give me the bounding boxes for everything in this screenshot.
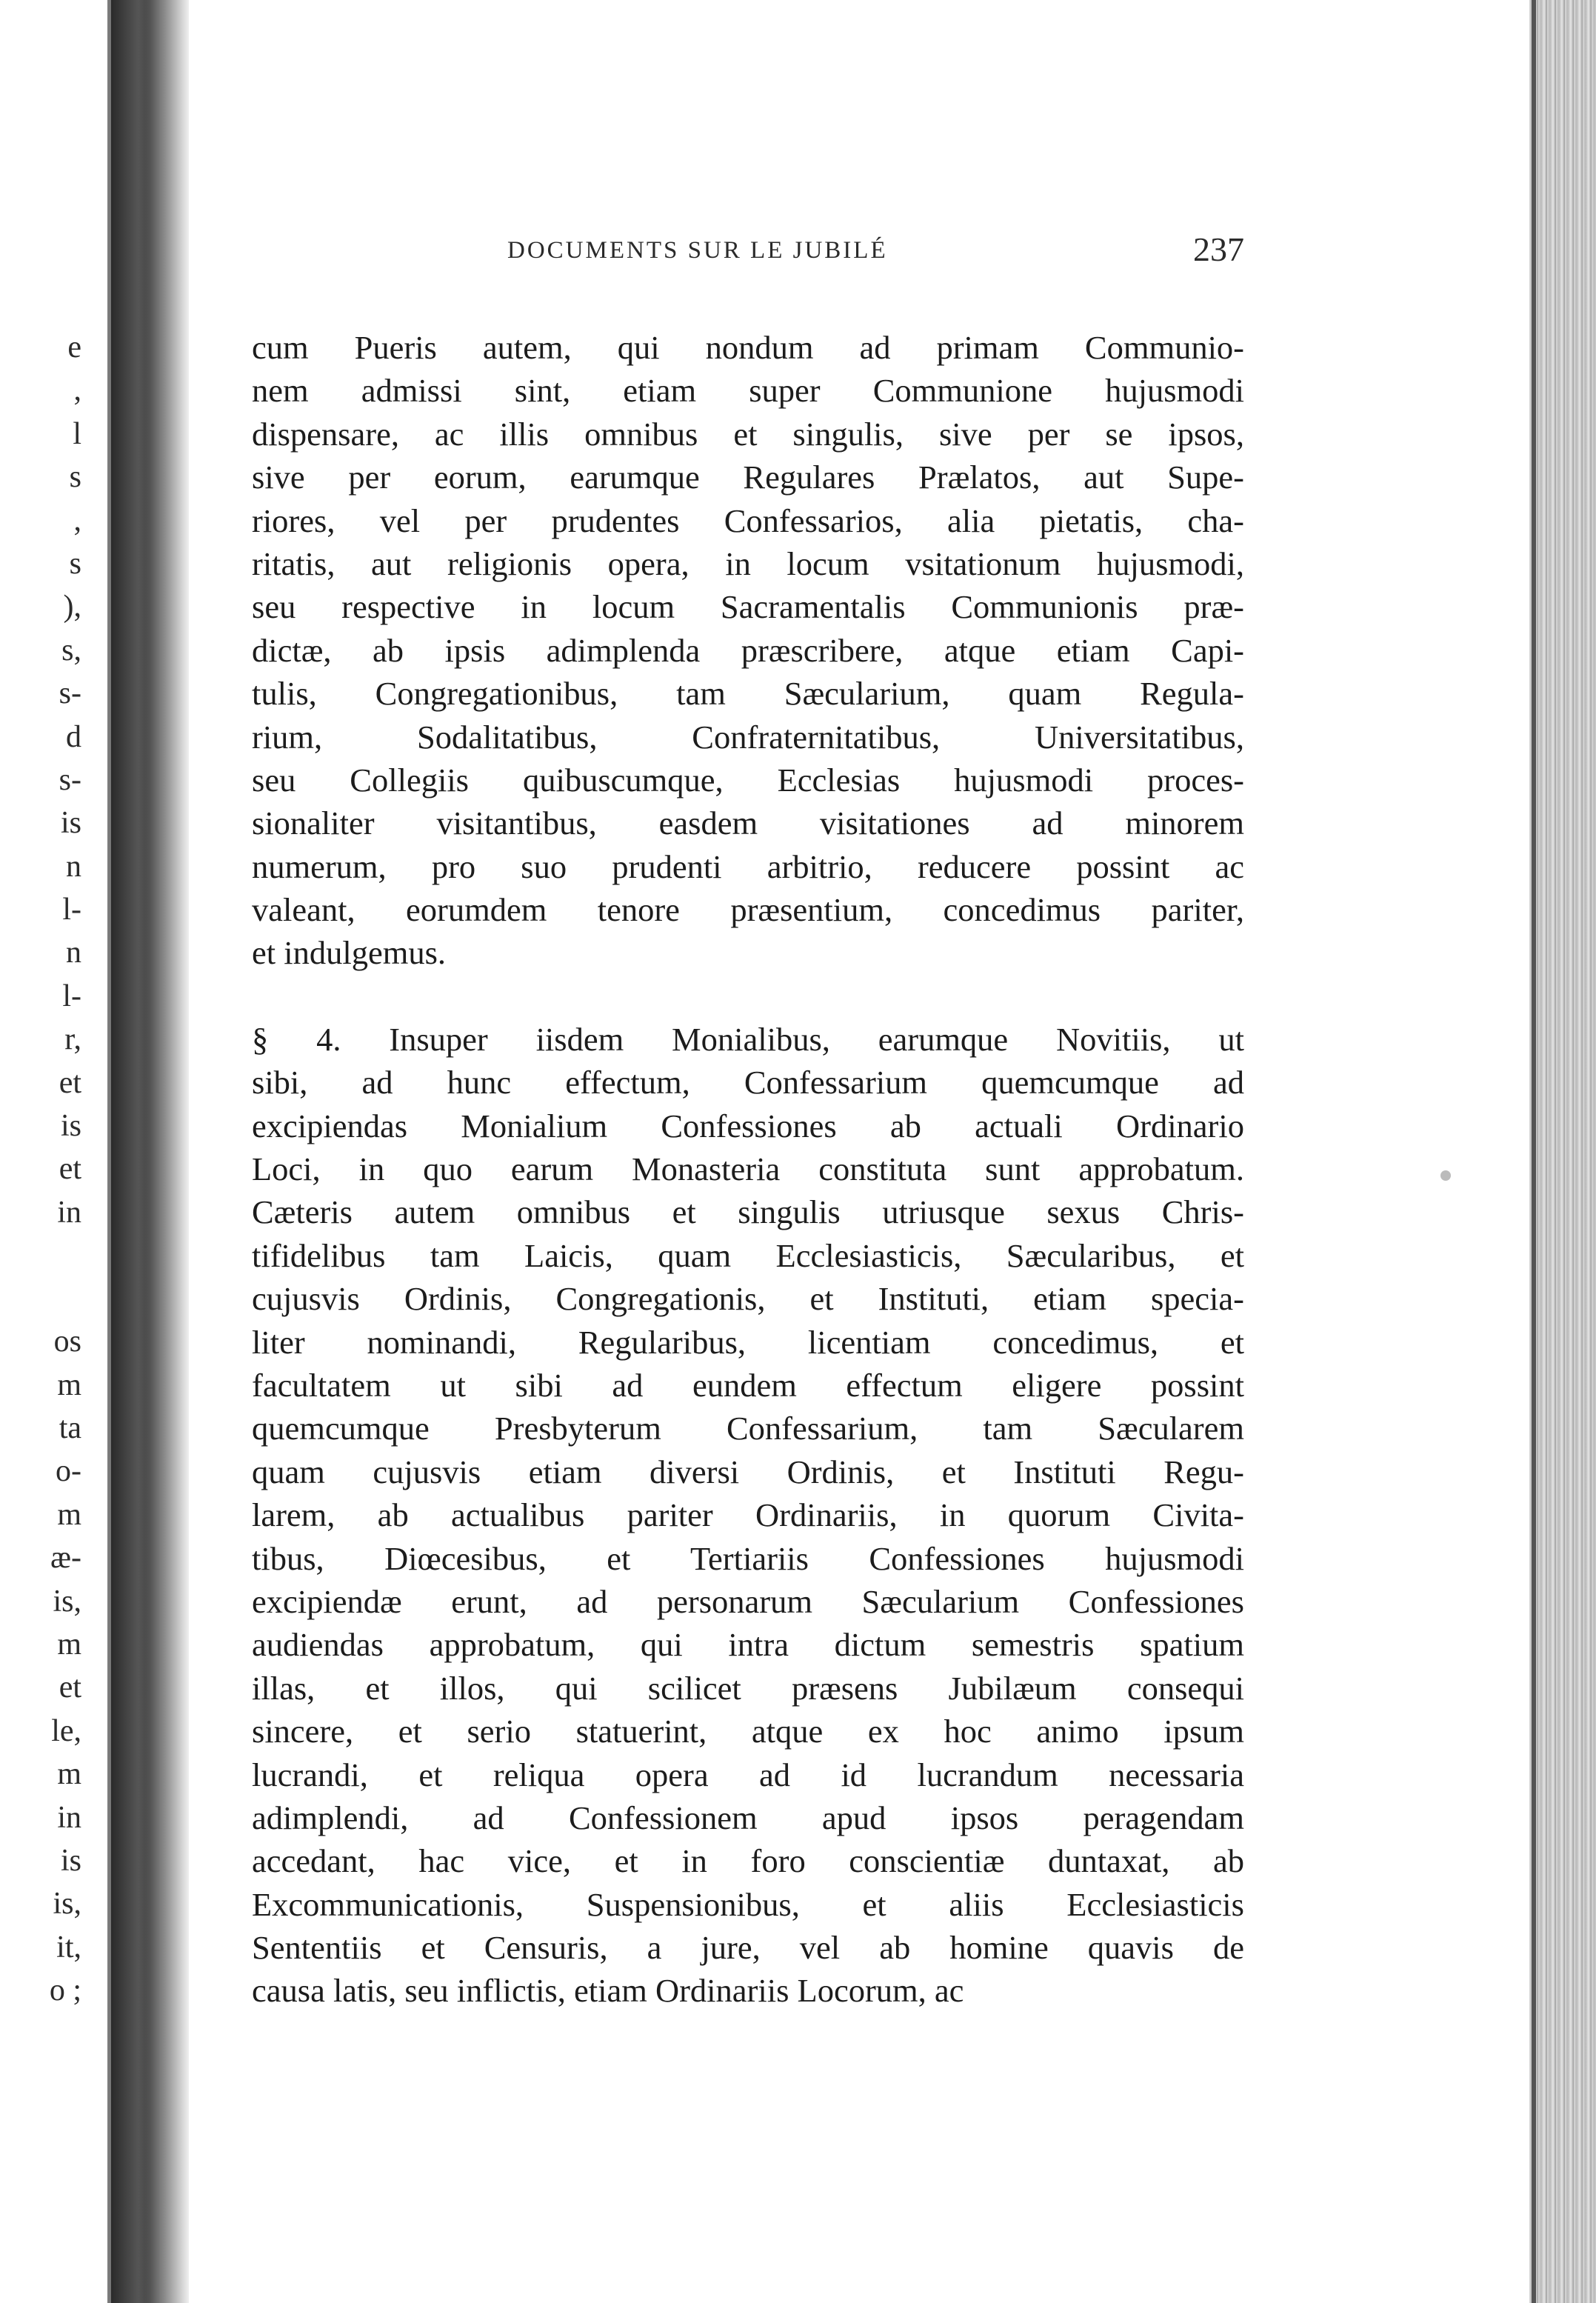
previous-page-fragment: d xyxy=(66,719,81,754)
previous-page-fragment xyxy=(0,1234,81,1320)
text-line: audiendas approbatum, qui intra dictum semestris spatium xyxy=(252,1626,1244,1664)
text-line: adimplendi, ad Confessionem apud ipsos peragendam xyxy=(252,1799,1244,1836)
text-line: sibi, ad hunc effectum, Confessarium quemcumque ad xyxy=(252,1064,1244,1101)
previous-page-fragment: le, xyxy=(51,1713,81,1748)
gutter-shadow xyxy=(111,0,156,2303)
previous-page-fragment: , xyxy=(73,373,81,408)
text-line: Excommunicationis, Suspensionibus, et aliis Ecclesiasticis xyxy=(252,1885,1244,1923)
text-line: Loci, in quo earum Monasteria constituta sunt approbatum. xyxy=(252,1150,1244,1188)
text-line: Sententiis et Censuris, a jure, vel ab homine quavis de xyxy=(252,1929,1244,1967)
text-line: facultatem ut sibi ad eundem effectum eligere possint xyxy=(252,1366,1244,1404)
text-line: dictæ, ab ipsis adimplenda præscribere, atque etiam Capi- xyxy=(252,631,1244,669)
previous-page-fragment: s xyxy=(69,546,81,581)
text-line: excipiendas Monialium Confessiones ab actuali Ordinario xyxy=(252,1107,1244,1144)
text-line: valeant, eorumdem tenore præsentium, concedimus pariter, xyxy=(252,891,1244,929)
previous-page-fragment: o- xyxy=(56,1454,81,1489)
previous-page-fragment: s xyxy=(69,460,81,495)
previous-page-fragment: et xyxy=(59,1065,81,1100)
previous-page-fragment: is xyxy=(60,806,81,841)
text-line: Cæteris autem omnibus et singulis utriusque sexus Chris- xyxy=(252,1193,1244,1231)
previous-page-fragment: s- xyxy=(59,762,81,797)
text-line: seu respective in locum Sacramentalis Communionis præ- xyxy=(252,588,1244,626)
running-title: DOCUMENTS SUR LE JUBILÉ xyxy=(507,237,888,264)
previous-page-fragment: is xyxy=(60,1843,81,1878)
page-number: 237 xyxy=(1193,230,1244,268)
previous-page-fragment: m xyxy=(57,1627,81,1662)
previous-page-fragment: m xyxy=(57,1367,81,1402)
previous-page-fragment: ), xyxy=(63,590,81,624)
previous-page-fragment: s- xyxy=(59,676,81,711)
previous-page-fragment: m xyxy=(57,1757,81,1792)
previous-page-fragment: l- xyxy=(62,979,81,1013)
body-text xyxy=(252,326,1244,2013)
text-line: nem admissi sint, etiam super Communione hujusmodi xyxy=(252,372,1244,410)
text-line: liter nominandi, Regularibus, licentiam concedimus, et xyxy=(252,1323,1244,1361)
text-line: rium, Sodalitatibus, Confraternitatibus, Universitatibus, xyxy=(252,718,1244,756)
previous-page-fragment: et xyxy=(59,1670,81,1705)
scan-speck xyxy=(1440,1170,1451,1181)
previous-page-fragment: æ- xyxy=(50,1541,81,1576)
previous-page-text-fragments xyxy=(0,326,81,2012)
text-line: cujusvis Ordinis, Congregationis, et Instituti, etiam specia- xyxy=(252,1280,1244,1318)
text-line: cum Pueris autem, qui nondum ad primam Communio- xyxy=(252,329,1244,366)
text-line: dispensare, ac illis omnibus et singulis, sive per se ipsos, xyxy=(252,415,1244,453)
previous-page-fragment: o ; xyxy=(49,1973,81,2008)
text-line: sincere, et serio statuerint, atque ex hoc animo ipsum xyxy=(252,1713,1244,1750)
text-line: lucrandi, et reliqua opera ad id lucrandum necessaria xyxy=(252,1756,1244,1793)
text-line: accedant, hac vice, et in foro conscientiæ duntaxat, ab xyxy=(252,1842,1244,1880)
text-line: illas, et illos, qui scilicet præsens Jubilæum consequi xyxy=(252,1669,1244,1707)
previous-page-fragment: r, xyxy=(64,1022,81,1057)
book-block-edge xyxy=(1529,0,1596,2303)
text-line: seu Collegiis quibuscumque, Ecclesias hujusmodi proces- xyxy=(252,761,1244,799)
running-head xyxy=(252,230,1244,281)
text-line: tulis, Congregationibus, tam Sæcularium, quam Regula- xyxy=(252,675,1244,713)
previous-page-fragment: in xyxy=(57,1195,81,1230)
text-line: sionaliter visitantibus, easdem visitationes ad minorem xyxy=(252,804,1244,842)
previous-page-fragment: os xyxy=(53,1324,81,1359)
text-line: tifidelibus tam Laicis, quam Ecclesiasticis, Sæcularibus, et xyxy=(252,1236,1244,1274)
text-line: ritatis, aut religionis opera, in locum vsitationum hujusmodi, xyxy=(252,544,1244,582)
previous-page-fragment: et xyxy=(59,1152,81,1187)
paragraph xyxy=(252,326,1244,975)
paragraph-gap xyxy=(252,975,1244,1018)
text-line: § 4. Insuper iisdem Monialibus, earumque Novitiis, ut xyxy=(252,1020,1244,1058)
page-content xyxy=(252,230,1244,2013)
text-line: numerum, pro suo prudenti arbitrio, reducere possint ac xyxy=(252,847,1244,885)
text-line: riores, vel per prudentes Confessarios, alia pietatis, cha- xyxy=(252,501,1244,539)
previous-page-fragment: in xyxy=(57,1800,81,1835)
text-line: quemcumque Presbyterum Confessarium, tam Sæcularem xyxy=(252,1410,1244,1447)
text-line: quam cujusvis etiam diversi Ordinis, et Instituti Regu- xyxy=(252,1453,1244,1490)
text-line: et indulgemus. xyxy=(252,934,447,972)
previous-page-fragment: l- xyxy=(62,893,81,927)
previous-page-fragment: m xyxy=(57,1497,81,1532)
previous-page-fragment: is, xyxy=(53,1584,81,1619)
previous-page-fragment: ta xyxy=(59,1410,81,1445)
previous-page-fragment: is, xyxy=(53,1887,81,1922)
previous-page-fragment: e xyxy=(67,330,81,364)
text-line: causa latis, seu inflictis, etiam Ordinariis Locorum, ac xyxy=(252,1972,964,2010)
previous-page-fragment: is xyxy=(60,1109,81,1144)
previous-page-fragment: s, xyxy=(61,633,81,667)
previous-page-fragment: n xyxy=(66,936,81,970)
text-line: tibus, Diœcesibus, et Tertiariis Confessiones hujusmodi xyxy=(252,1539,1244,1577)
previous-page-fragment: it, xyxy=(56,1930,81,1964)
paragraph xyxy=(252,1018,1244,2013)
previous-page-edge xyxy=(0,0,111,2303)
previous-page-fragment: n xyxy=(66,849,81,884)
text-line: larem, ab actualibus pariter Ordinariis, in quorum Civita- xyxy=(252,1496,1244,1534)
previous-page-fragment: l xyxy=(73,416,81,451)
book-block-edge-line xyxy=(1532,0,1536,2303)
text-line: sive per eorum, earumque Regulares Prælatos, aut Supe- xyxy=(252,459,1244,496)
text-line: excipiendæ erunt, ad personarum Sæcularium Confessiones xyxy=(252,1582,1244,1620)
previous-page-fragment: , xyxy=(73,503,81,538)
